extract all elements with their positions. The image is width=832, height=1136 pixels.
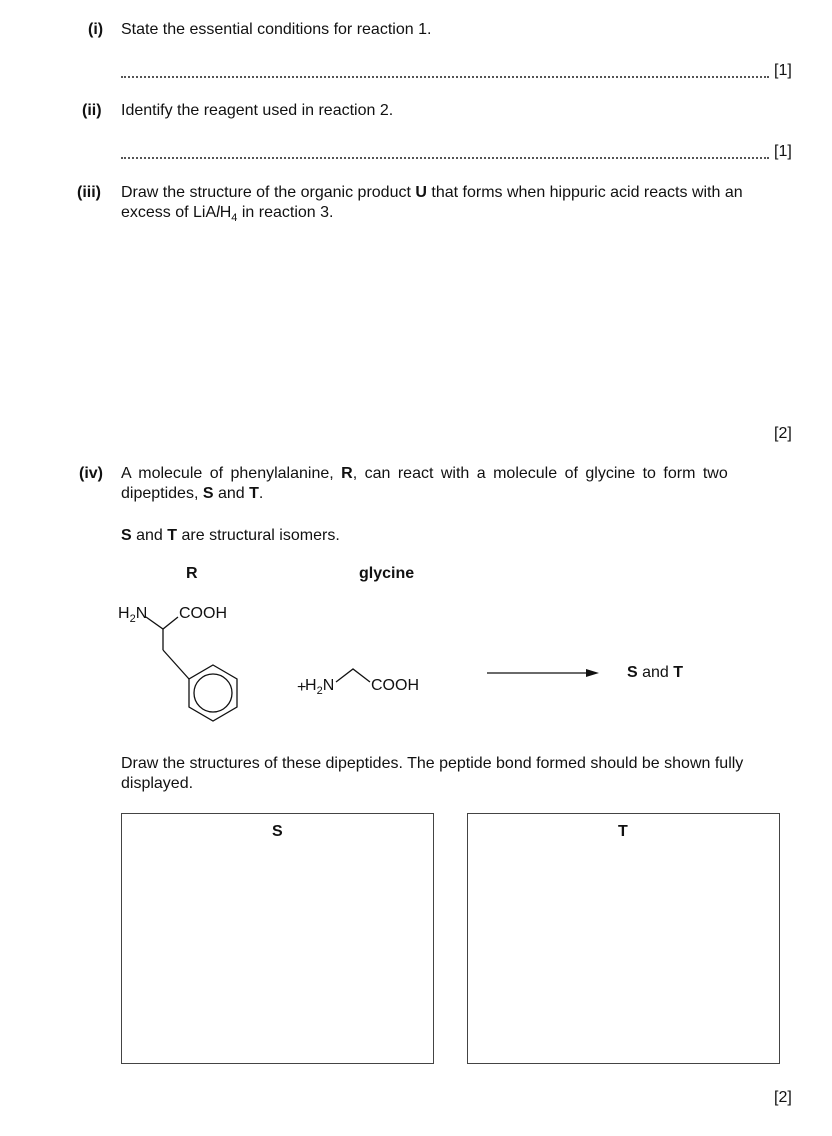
q-iii-line1: Draw the structure of the organic product U that forms when hippuric acid reacts with an <box>121 184 743 201</box>
box-label-S: S <box>272 823 283 840</box>
q-ii-text: Identify the reagent used in reaction 2. <box>121 102 394 119</box>
q-iv-isomers: S and T are structural isomers. <box>121 527 340 544</box>
q-iii-line2: excess of LiAlH$_4$ in reaction 3. <box>121 204 334 225</box>
q-iii-marks: [2] <box>774 425 792 442</box>
products-label: S and T <box>627 664 684 681</box>
q-i-number: (i) <box>88 21 104 38</box>
box-label-T: T <box>618 823 628 840</box>
q-i-text: State the essential conditions for reaction 1. <box>121 21 432 38</box>
glycine-bond <box>336 669 370 682</box>
answer-box-S[interactable] <box>121 813 434 1064</box>
q-iv-line2: dipeptides, S and T. <box>121 485 264 502</box>
q-i-marks: [1] <box>774 62 792 79</box>
arrow-head <box>586 669 599 677</box>
q-iv-number: (iv) <box>79 465 103 482</box>
label-R: R <box>186 565 198 582</box>
phe-amine: $H_2N$ <box>118 605 148 626</box>
q-iv-instruction-1: Draw the structures of these dipeptides. The peptide bond formed should be shown fully <box>121 755 744 772</box>
bond <box>146 617 178 629</box>
q-iv-instruction-2: displayed. <box>121 775 194 792</box>
gly-cooh: COOH <box>371 677 419 694</box>
plus-sign: + <box>297 679 307 696</box>
phe-cooh: COOH <box>179 605 227 622</box>
q-iii-number: (iii) <box>77 184 101 201</box>
q-ii-number: (ii) <box>82 102 102 119</box>
q-iv-marks: [2] <box>774 1089 792 1106</box>
answer-box-T[interactable] <box>467 813 780 1064</box>
gly-amine: $H_2N$ <box>305 677 335 698</box>
label-glycine: glycine <box>359 565 415 582</box>
q-iv-line1: A molecule of phenylalanine, R, can react with a molecule of glycine to form two <box>121 465 728 482</box>
q-ii-marks: [1] <box>774 143 792 160</box>
